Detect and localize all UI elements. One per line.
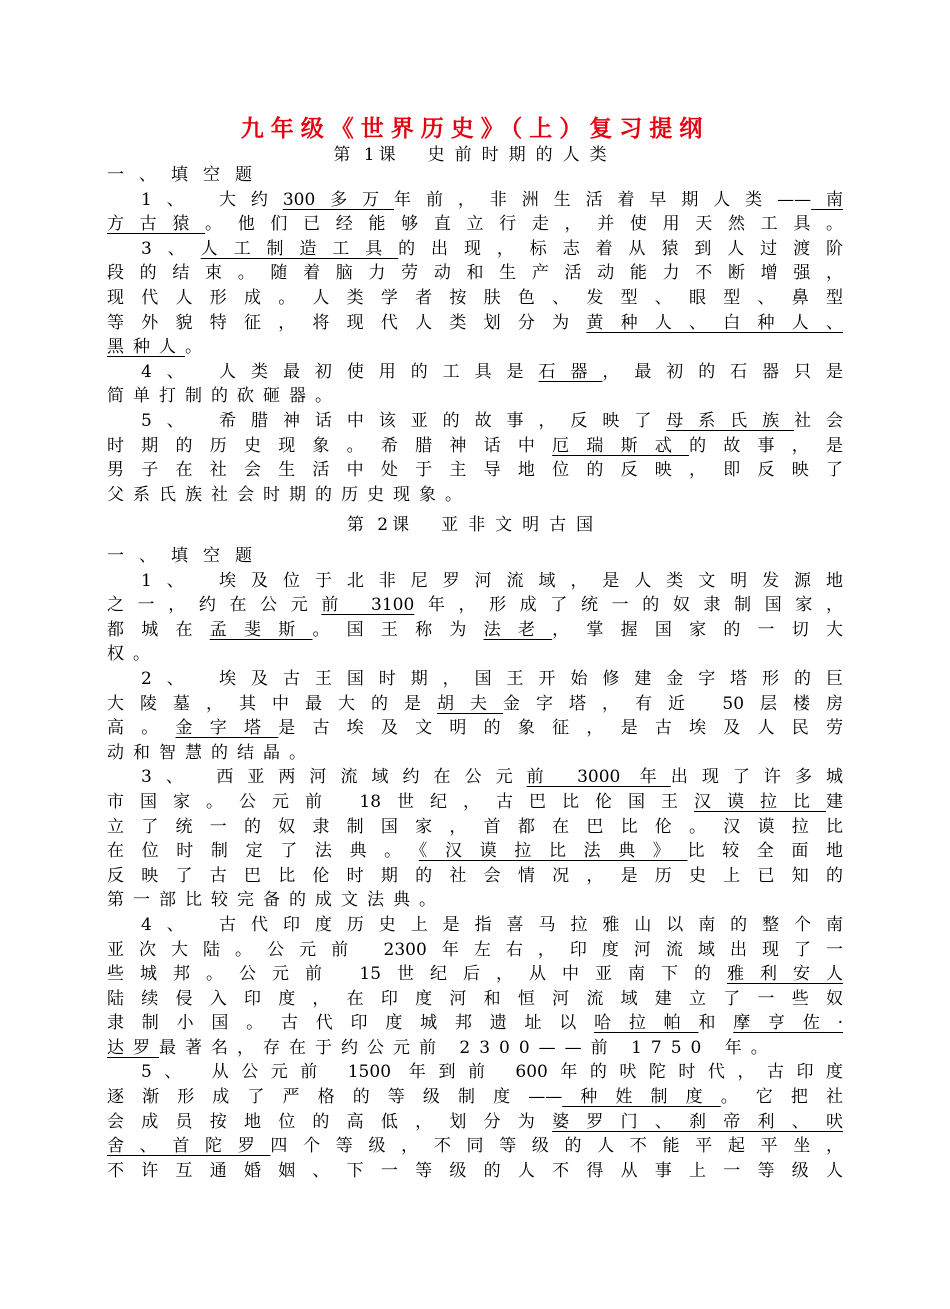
text-segment: 建 bbox=[826, 791, 843, 812]
text-segment: ，掌握国家的一切大 bbox=[552, 619, 844, 640]
text-line bbox=[107, 839, 843, 864]
text-line bbox=[107, 667, 843, 692]
text-segment: 3、 西亚两河流域约在公元 bbox=[141, 767, 527, 788]
text-line bbox=[107, 286, 843, 311]
text-line bbox=[107, 692, 843, 717]
text-segment: 大陵墓，其中最大的是 bbox=[107, 693, 437, 714]
l2-section-heading: 一、填空题 bbox=[107, 546, 267, 566]
text-line bbox=[107, 409, 843, 434]
text-segment: 和 bbox=[698, 1013, 734, 1034]
text-segment: 反映了古巴比伦时期的社会情况，是历史上已知的 bbox=[107, 865, 843, 886]
text-segment: 5、 从公元前 1500 年到前 600年的吠陀时代，古印度 bbox=[141, 1062, 843, 1083]
text-line bbox=[107, 888, 843, 913]
text-segment: 。它把社 bbox=[720, 1087, 844, 1108]
text-segment: 陆续侵入印度，在印度河和恒河流域建立了一些奴 bbox=[107, 988, 843, 1009]
text-segment: 男子在社会生活中处于主导地位的反映，即反映了 bbox=[107, 460, 843, 481]
text-segment: 逐渐形成了严格的等级制度—— bbox=[107, 1087, 563, 1108]
text-segment: 最著名，存在于约公元前 2300——前 1750 年。 bbox=[159, 1037, 777, 1058]
answer-blank: 种姓制度 bbox=[562, 1087, 721, 1108]
text-line bbox=[107, 1011, 843, 1036]
text-segment: 的故事，是 bbox=[689, 435, 844, 456]
answer-blank: 《汉谟拉比法典》 bbox=[418, 841, 688, 862]
answer-blank: 方古猿 bbox=[107, 214, 206, 235]
l1-section-heading: 一、填空题 bbox=[107, 165, 267, 185]
answer-blank: 汉谟拉比 bbox=[694, 791, 826, 812]
text-line bbox=[107, 1085, 843, 1110]
text-segment: 之一，约在公元 bbox=[107, 595, 322, 616]
text-line bbox=[107, 618, 843, 643]
text-line bbox=[107, 1060, 843, 1085]
text-segment: 年，形成了统一的奴隶制国家， bbox=[414, 595, 844, 616]
lesson-1-heading bbox=[0, 140, 950, 165]
answer-blank: 法老 bbox=[483, 619, 553, 640]
text-line bbox=[107, 593, 843, 618]
text-line bbox=[107, 741, 843, 766]
answer-blank: 达罗 bbox=[107, 1037, 159, 1058]
text-segment: 高。 bbox=[107, 718, 176, 739]
text-segment: 会成员按地位的高低，划分为 bbox=[107, 1111, 553, 1132]
text-segment: 立了统一的奴隶制国家，首都在巴比伦。汉谟拉比 bbox=[107, 816, 843, 837]
answer-blank: 舍、首陀罗 bbox=[107, 1136, 271, 1157]
text-segment: 现代人形成。人类学者按肤色、发型、眼型、鼻型 bbox=[107, 287, 843, 308]
lesson-2-heading bbox=[0, 510, 950, 535]
text-line bbox=[107, 483, 843, 508]
text-segment: 的出现，标志着从猿到人过渡阶 bbox=[398, 238, 844, 259]
text-segment: 出现了许多城 bbox=[670, 767, 843, 788]
answer-blank: 胡夫 bbox=[436, 693, 503, 714]
text-line bbox=[107, 360, 843, 385]
text-segment: 比较全面地 bbox=[687, 841, 844, 862]
text-segment: 父系氏族社会时期的历史现象。 bbox=[107, 484, 471, 505]
answer-blank: 黑种人 bbox=[107, 337, 185, 358]
text-line bbox=[107, 815, 843, 840]
text-segment: 社会 bbox=[794, 410, 843, 431]
text-line bbox=[107, 913, 843, 938]
answer-blank: 前 3100 bbox=[321, 595, 415, 616]
document-title: 九年级《世界历史》（上）复习提纲 bbox=[240, 115, 710, 142]
answer-blank: 石器 bbox=[538, 361, 603, 382]
text-segment: 第一部比较完备的成文法典。 bbox=[107, 890, 445, 911]
text-line bbox=[107, 1110, 843, 1135]
answer-blank: 母系氏族 bbox=[666, 410, 795, 431]
text-segment: 四个等级，不同等级的人不能平起平坐， bbox=[270, 1136, 844, 1157]
answer-blank: 厄瑞斯忒 bbox=[552, 435, 690, 456]
text-line bbox=[107, 212, 843, 237]
answer-blank: 黄种人、白种人、 bbox=[586, 312, 844, 333]
text-segment: 金字塔，有近 50层楼房 bbox=[502, 693, 843, 714]
text-segment: 。 bbox=[185, 337, 211, 358]
text-segment: 4、 人类最初使用的工具是 bbox=[141, 361, 539, 382]
text-line bbox=[107, 261, 843, 286]
text-segment: 4、 古代印度历史上是指喜马拉雅山以南的整个南 bbox=[141, 914, 843, 935]
answer-blank: 雅利安人 bbox=[727, 964, 843, 985]
text-segment: 是古埃及文明的象征，是古埃及人民劳 bbox=[278, 718, 844, 739]
text-segment: 年前，非洲生活着早期人类—— bbox=[394, 189, 812, 210]
answer-blank: 金字塔 bbox=[175, 718, 279, 739]
text-segment: 些城邦。公元前 15世纪后，从中亚南下的 bbox=[107, 964, 727, 985]
answer-blank: 摩亨佐· bbox=[733, 1013, 844, 1034]
answer-blank: 前 3000 年 bbox=[526, 767, 671, 788]
text-segment: 。国王称为 bbox=[312, 619, 484, 640]
answer-blank: 南 bbox=[811, 189, 844, 210]
text-line bbox=[107, 1159, 843, 1184]
text-line bbox=[107, 569, 843, 594]
answer-blank: 300多万 bbox=[282, 189, 395, 210]
lesson-1-name: 史前时期的人类 bbox=[427, 145, 617, 165]
answer-blank: 孟斐斯 bbox=[209, 619, 313, 640]
text-line bbox=[107, 335, 843, 360]
text-segment: 简单打制的砍砸器。 bbox=[107, 386, 341, 407]
text-line bbox=[107, 716, 843, 741]
text-segment: 隶制小国。古代印度城邦遗址以 bbox=[107, 1013, 595, 1034]
text-segment: 都城在 bbox=[107, 619, 210, 640]
text-segment: 在位时制定了法典。 bbox=[107, 841, 419, 862]
answer-blank: 哈拉帕 bbox=[594, 1013, 699, 1034]
text-line bbox=[107, 1036, 843, 1061]
text-line bbox=[107, 1134, 843, 1159]
text-segment: 。他们已经能够直立行走，并使用天然工具。 bbox=[205, 214, 844, 235]
lesson-1-number: 第 1课 bbox=[333, 145, 400, 165]
lesson-2-body bbox=[107, 544, 843, 1183]
text-segment: ，最初的石器只是 bbox=[602, 361, 843, 382]
text-line bbox=[107, 962, 843, 987]
text-line bbox=[107, 237, 843, 262]
lesson-1-body bbox=[107, 163, 843, 507]
text-segment: 动和智慧的结晶。 bbox=[107, 742, 315, 763]
text-segment: 3、 bbox=[141, 238, 201, 259]
text-line bbox=[107, 987, 843, 1012]
text-line bbox=[107, 188, 843, 213]
text-segment: 亚次大陆。公元前 2300年左右，印度河流域出现了一 bbox=[107, 939, 843, 960]
text-segment: 不许互通婚姻、下一等级的人不得从事上一等级人 bbox=[107, 1160, 843, 1181]
text-line bbox=[107, 765, 843, 790]
text-line bbox=[107, 434, 843, 459]
text-line bbox=[107, 384, 843, 409]
text-segment: 市国家。公元前 18世纪，古巴比伦国王 bbox=[107, 791, 694, 812]
text-line bbox=[107, 790, 843, 815]
text-segment: 2、 埃及古王国时期，国王开始修建金字塔形的巨 bbox=[141, 668, 843, 689]
text-segment: 等外貌特征，将现代人类划分为 bbox=[107, 312, 587, 333]
lesson-2-number: 第 2课 bbox=[346, 515, 414, 535]
answer-blank: 人工制造工具 bbox=[200, 238, 399, 259]
answer-blank: 婆罗门、刹帝利、吠 bbox=[552, 1111, 844, 1132]
text-line bbox=[107, 642, 843, 667]
text-line bbox=[107, 458, 843, 483]
text-segment: 1、 大约 bbox=[141, 189, 283, 210]
lesson-2-name: 亚非文明古国 bbox=[441, 515, 604, 535]
text-segment: 1、 埃及位于北非尼罗河流域，是人类文明发源地 bbox=[141, 570, 843, 591]
text-segment: 权。 bbox=[107, 644, 159, 665]
text-line bbox=[107, 864, 843, 889]
text-segment: 段的结束。随着脑力劳动和生产活动能力不断增强， bbox=[107, 263, 843, 284]
text-line bbox=[107, 311, 843, 336]
text-line bbox=[107, 938, 843, 963]
text-segment: 5、 希腊神话中该亚的故事，反映了 bbox=[141, 410, 667, 431]
text-segment: 时期的历史现象。希腊神话中 bbox=[107, 435, 553, 456]
